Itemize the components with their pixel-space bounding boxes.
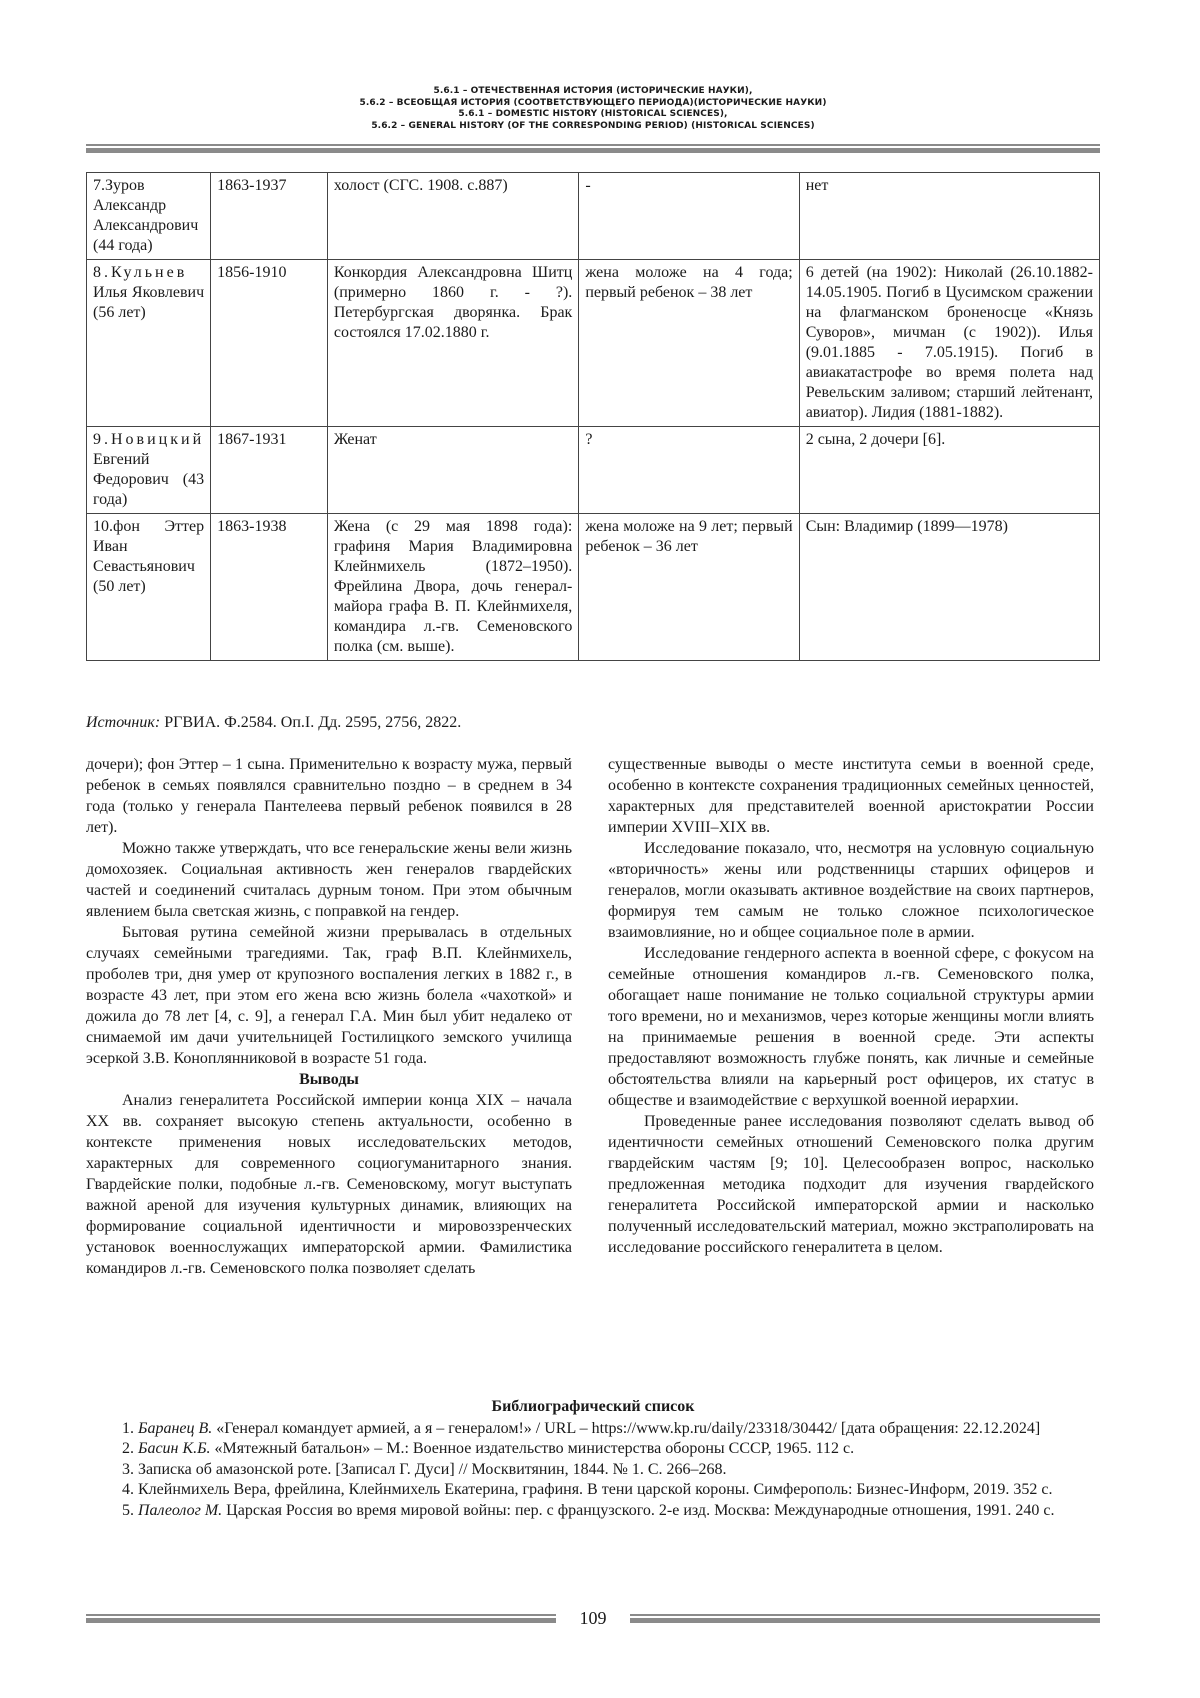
surname: 9.Новицкий	[93, 431, 205, 448]
cell-name	[87, 427, 211, 514]
paragraph: Анализ генералитета Российской империи конца XIX – начала XX вв. сохраняет высокую степень актуальности, особенно в контексте применения новых исследовательских методов, характерных для современного социогуманитарного знания. Гвардейские полки, подобные л.-гв. Семеновскому, могут выступать важной ареной для изучения культурных динамик, влияющих на формирование социальной идентичности и мировоззренческих установок военнослужащих императорской армии. Фамилистика командиров л.-гв. Семеновского полка позволяет сделать	[86, 1092, 572, 1277]
item-author: Басин К.Б.	[138, 1440, 211, 1457]
paragraph: Проведенные ранее исследования позволяют сделать вывод об идентичности семейных отношений Семеновского полка другим гвардейским частям [9; 10]. Целесообразен вопрос, насколько предложенная методика подходит для изучения гвардейского генералитета Российской императорской армии и насколько полученный исследовательский материал, можно экстраполировать на исследование российского генералитета в целом.	[608, 1113, 1094, 1256]
item-number: 4.	[122, 1481, 134, 1498]
bibliography	[86, 1397, 1100, 1521]
item-number: 5.	[122, 1501, 134, 1519]
paragraph: существенные выводы о месте института семьи в военной среде, особенно в контексте сохранения традиционных семейных ценностей, характерных для представителей военной аристократии России империи XVIII–XIX вв.	[608, 756, 1094, 836]
cell-years: 1867-1931	[211, 427, 328, 514]
page-number: 109	[579, 1608, 607, 1628]
item-number: 3.	[122, 1460, 134, 1478]
cell-spouse: Жена (с 29 мая 1898 года): графиня Мария Владимировна Клейнмихель (1872–1950). Фрейлина Двора, дочь генерал-майора графа В. П. Клейнмихеля, командира л.-гв. Семеновского полка (см. выше).	[327, 514, 578, 661]
bibliography-item	[86, 1419, 1100, 1440]
bibliography-item	[86, 1480, 1100, 1501]
cell-name: 10.фон Эттер Иван Севастьянович (50 лет)	[87, 514, 211, 661]
left-column	[86, 754, 572, 1279]
footer-rule-left	[86, 1614, 556, 1623]
item-number: 2.	[122, 1440, 134, 1457]
source-label: Источник:	[86, 714, 161, 731]
cell-spouse: холост (СГС. 1908. с.887)	[327, 173, 578, 260]
paragraph: Исследование показало, что, несмотря на условную социальную «вторичность» жены или родственницы старших офицеров и генералов, могли оказывать активное воздействие на своих партнеров, формируя тем самым не только сложное психологическое взаимовлияние, но и общее социальное поле в армии.	[608, 840, 1094, 941]
footer-rule-right	[630, 1614, 1100, 1623]
cell-spouse: Женат	[327, 427, 578, 514]
item-number: 1.	[122, 1419, 134, 1437]
bibliography-item	[86, 1439, 1100, 1460]
table-row	[87, 260, 1100, 427]
paragraph: Бытовая рутина семейной жизни прерывалась в отдельных случаях семейными трагедиями. Так, граф В.П. Клейнмихель, проболев три, дня умер от крупозного воспаления легких в 1882 г., в возрасте 43 лет, при этом его жена всю жизнь болела «чахоткой» и дожила до 78 лет [4, с. 9], а генерал Г.А. Мин был убит недалеко от снимаемой им дачи учительницей Гостилицкого земского училища эсеркой З.В. Коноплянниковой в возрасте 51 года.	[86, 924, 572, 1067]
cell-years: 1863-1938	[211, 514, 328, 661]
cell-name	[87, 260, 211, 427]
cell-children: нет	[799, 173, 1099, 260]
cell-children: Сын: Владимир (1899—1978)	[799, 514, 1099, 661]
item-text: Царская Россия во время мировой войны: пер. с французского. 2-е изд. Москва: Международные отношения, 1991. 240 с.	[222, 1501, 1055, 1519]
cell-name: 7.Зуров Александр Александрович (44 года)	[87, 173, 211, 260]
table-row	[87, 173, 1100, 260]
bibliography-item	[86, 1501, 1100, 1522]
header-line: 5.6.2 – ВСЕОБЩАЯ ИСТОРИЯ (СООТВЕТСТВУЮЩЕГО ПЕРИОДА)(ИСТОРИЧЕСКИЕ НАУКИ)	[359, 97, 827, 108]
paragraph: Можно также утверждать, что все генеральские жены вели жизнь домохозяек. Социальная активность жен генералов гвардейских частей и соединений считалась дурным тоном. При этом обычным явлением была светская жизнь, с поправкой на гендер.	[86, 840, 572, 920]
right-column	[608, 754, 1094, 1258]
bibliography-item	[86, 1460, 1100, 1481]
section-heading: Выводы	[299, 1071, 359, 1088]
header-line: 5.6.1 – DOMESTIC HISTORY (HISTORICAL SCIENCES),	[458, 109, 728, 119]
page-footer	[86, 1606, 1100, 1630]
given-names: Илья Яковлевич (56 лет)	[93, 284, 205, 321]
cell-age-diff: -	[579, 173, 799, 260]
item-text: Клейнмихель Вера, фрейлина, Клейнмихель Екатерина, графиня. В тени царской короны. Симферополь: Бизнес-Информ, 2019. 352 с.	[138, 1481, 1053, 1498]
cell-age-diff: жена моложе на 4 года; первый ребенок – 38 лет	[579, 260, 799, 427]
cell-children: 6 детей (на 1902): Николай (26.10.1882-14.05.1905. Погиб в Цусимском сражении на флагманском броненосце «Князь Суворов», мичман (с 1902)). Илья (9.01.1885 - 7.05.1915). Погиб в авиакатастрофе во время полета над Ревельским заливом; старший лейтенант, авиатор). Лидия (1881-1882).	[799, 260, 1099, 427]
item-author: Баранец В.	[138, 1419, 213, 1437]
surname: 8.Кульнев	[93, 264, 188, 281]
cell-children: 2 сына, 2 дочери [6].	[799, 427, 1099, 514]
table-row	[87, 427, 1100, 514]
cell-years: 1856-1910	[211, 260, 328, 427]
item-author: Палеолог М.	[138, 1501, 223, 1519]
item-text: Записка об амазонской роте. [Записал Г. Дуси] // Москвитянин, 1844. № 1. С. 266–268.	[138, 1460, 727, 1478]
item-text: «Мятежный батальон» – М.: Военное издательство министерства обороны СССР, 1965. 112 с.	[210, 1440, 855, 1457]
table-row	[87, 514, 1100, 661]
cell-age-diff: ?	[579, 427, 799, 514]
running-header	[86, 86, 1100, 132]
paragraph: дочери); фон Эттер – 1 сына. Применительно к возрасту мужа, первый ребенок в семьях появлялся сравнительно поздно – в среднем в 34 года (только у генерала Пантелеева первый ребенок появился в 28 лет).	[86, 756, 572, 836]
generals-family-table	[86, 172, 1100, 661]
cell-spouse: Конкордия Александровна Шитц (примерно 1860 г. - ?). Петербургская дворянка. Брак состоялся 17.02.1880 г.	[327, 260, 578, 427]
cell-age-diff: жена моложе на 9 лет; первый ребенок – 36 лет	[579, 514, 799, 661]
header-line: 5.6.2 – GENERAL HISTORY (OF THE CORRESPONDING PERIOD) (HISTORICAL SCIENCES)	[371, 120, 815, 131]
table-source-note	[86, 713, 461, 733]
header-line: 5.6.1 – ОТЕЧЕСТВЕННАЯ ИСТОРИЯ (ИСТОРИЧЕСКИЕ НАУКИ),	[433, 86, 753, 96]
source-text: РГВИА. Ф.2584. Оп.I. Дд. 2595, 2756, 2822.	[160, 714, 462, 731]
given-names: Евгений Федорович (43 года)	[93, 451, 205, 508]
header-rule	[86, 144, 1100, 153]
item-text: «Генерал командует армией, а я – генералом!» / URL – https://www.kp.ru/daily/23318/30442/ [дата обращения: 22.12.2024]	[212, 1419, 1041, 1437]
bibliography-title: Библиографический список	[491, 1398, 695, 1415]
paragraph: Исследование гендерного аспекта в военной сфере, с фокусом на семейные отношения командиров л.-гв. Семеновского полка, обогащает наше понимание не только социальной структуры армии того времени, но и механизмов, через которые женщины могли влиять на принимаемые решения в военной среде. Эти аспекты предоставляют возможность глубже понять, как личные и семейные обстоятельства влияли на карьерный рост офицеров, их статус в обществе и взаимодействие с верхушкой военной иерархии.	[608, 945, 1094, 1109]
cell-years: 1863-1937	[211, 173, 328, 260]
